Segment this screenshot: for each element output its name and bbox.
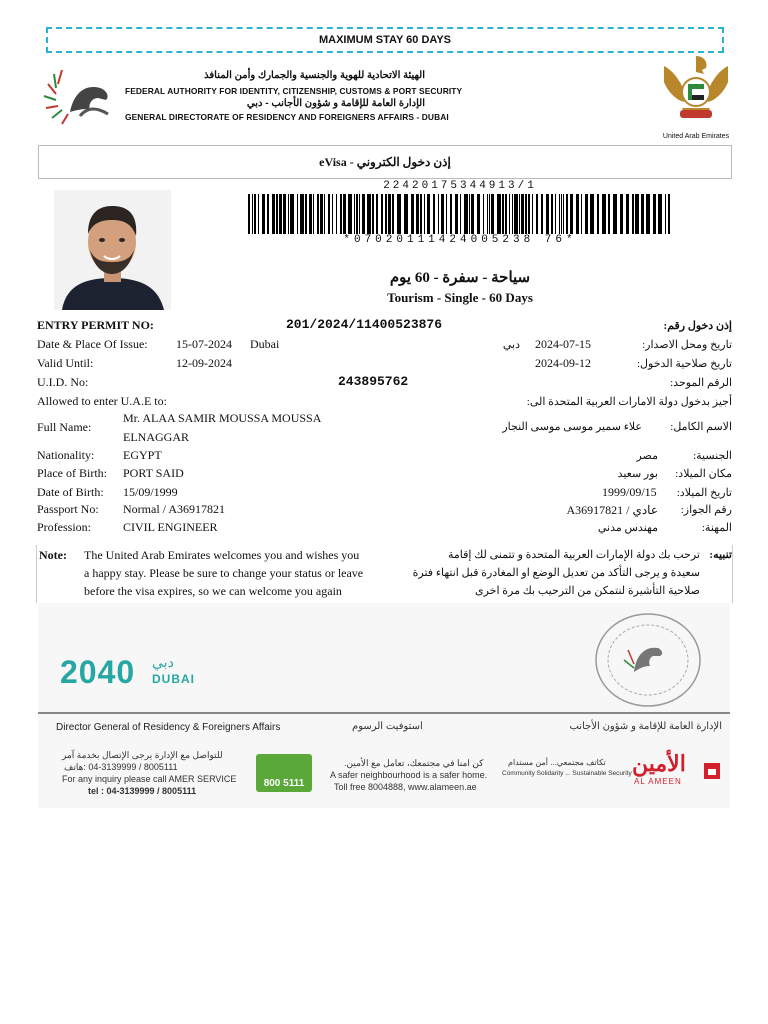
valid-until-label: Valid Until: <box>37 356 94 370</box>
barcode-bar <box>521 194 524 234</box>
nationality-label-ar: الجنسية: <box>693 450 732 462</box>
barcode-bar <box>290 194 294 234</box>
issue-date-ar-value: 2024-07-15 <box>535 337 591 351</box>
barcode-bar <box>348 194 352 234</box>
amer-contact-en: For any inquiry please call AMER SERVICE <box>62 774 237 784</box>
fees-paid-ar: استوفيت الرسوم <box>352 721 423 732</box>
barcode-bar <box>570 194 573 234</box>
barcode-bar <box>532 194 533 234</box>
barcode-bar <box>328 194 330 234</box>
pob-ar: بور سعيد <box>617 468 658 480</box>
barcode-bar <box>446 194 447 234</box>
barcode-bar <box>563 194 564 234</box>
dob-label: Date of Birth: <box>37 485 104 499</box>
barcode-bar <box>381 194 383 234</box>
evisa-title: eVisa - إذن دخول الكتروني <box>38 145 732 179</box>
barcode-bar <box>309 194 312 234</box>
note-ar-line3: صلاحية التأشيرة لنتمكن من الترحيب بك مرة اخرى <box>475 585 700 597</box>
full-name-ar: علاء سمير موسى موسى النجار <box>502 421 642 433</box>
director-general-en: Director General of Residency & Foreigners Affairs <box>56 722 281 733</box>
issue-date-label: Date & Place Of Issue: <box>37 337 148 351</box>
barcode-bar <box>632 194 634 234</box>
dob-ar-value: 1999/09/15 <box>602 485 657 499</box>
uae-label: United Arab Emirates <box>662 133 730 140</box>
barcode-bar <box>416 194 419 234</box>
barcode-bar <box>254 194 256 234</box>
barcode-bar <box>340 194 342 234</box>
barcode-bar <box>585 194 588 234</box>
amer-service-badge <box>256 754 312 792</box>
barcode-bar <box>483 194 484 234</box>
barcode-bar <box>566 194 568 234</box>
barcode-bar <box>509 194 510 234</box>
alameen-logo-en: AL AMEEN <box>634 777 682 786</box>
passport-label-ar: رقم الجواز: <box>680 504 732 516</box>
barcode-bar <box>404 194 408 234</box>
uid-label: U.I.D. No: <box>37 375 89 389</box>
barcode-bar <box>487 194 488 234</box>
barcode-bar <box>505 194 507 234</box>
director-general-ar: الإدارة العامة للإقامة و شؤون الأجانب <box>569 721 722 732</box>
dob: 15/09/1999 <box>123 485 178 499</box>
valid-until-ar-value: 2024-09-12 <box>535 356 591 370</box>
barcode-bar <box>267 194 269 234</box>
profession-ar: مهندس مدني <box>597 522 658 534</box>
barcode-bar <box>424 194 425 234</box>
directorate-name-en: GENERAL DIRECTORATE OF RESIDENCY AND FOREIGNERS AFFAIRS - DUBAI <box>125 112 449 122</box>
barcode-bar <box>602 194 606 234</box>
falcon-logo <box>40 62 120 130</box>
barcode-bar <box>320 194 323 234</box>
pob-label: Place of Birth: <box>37 466 107 480</box>
visa-type-ar: سياحة - سفرة - 60 يوم <box>389 270 531 286</box>
barcode-top-number: 22420175344913/1 <box>383 180 537 192</box>
barcode-bar <box>608 194 610 234</box>
barcode-bar <box>367 194 371 234</box>
community-ar: تكاتف مجتمعي... أمن مستدام <box>508 758 606 767</box>
barcode-bar <box>668 194 670 234</box>
alameen-logo-ar: الأمين <box>632 751 686 776</box>
authority-name-ar: الهيئة الاتحادية للهوية والجنسية والجمارك وأمن المنافذ <box>204 70 425 81</box>
barcode-bar <box>497 194 501 234</box>
barcode-bar <box>438 194 439 234</box>
barcode-bar <box>397 194 401 234</box>
barcode-bar <box>288 194 289 234</box>
note-label: Note: <box>39 548 67 562</box>
barcode-bar <box>491 194 494 234</box>
note-label-ar: تنبيه: <box>709 549 732 561</box>
note-en-line2: a happy stay. Please be sure to change your status or leave <box>84 566 364 580</box>
barcode-bar <box>343 194 346 234</box>
barcode-bar <box>635 194 639 234</box>
dubai-2040-en: DUBAI <box>152 672 195 686</box>
visa-type-en: Tourism - Single - 60 Days <box>387 290 533 305</box>
nationality-label: Nationality: <box>37 448 95 462</box>
max-stay-banner: MAXIMUM STAY 60 DAYS <box>46 27 724 53</box>
barcode-bar <box>541 194 543 234</box>
uid-number: 243895762 <box>338 374 409 389</box>
amer-contact-ar-phone: 8005111 / 04-3139999 :هاتف <box>64 762 178 772</box>
barcode-bar <box>469 194 470 234</box>
pob: PORT SAID <box>123 466 184 480</box>
entry-permit-label: ENTRY PERMIT NO: <box>37 318 154 332</box>
barcode-bar <box>581 194 582 234</box>
barcode-bar <box>332 194 333 234</box>
amer-tel: tel : 04-3139999 / 8005111 <box>88 786 197 796</box>
passport: Normal / A36917821 <box>123 502 225 516</box>
barcode-bar <box>525 194 527 234</box>
barcode-bar <box>283 194 286 234</box>
barcode-bar <box>489 194 490 234</box>
dubai-2040-logo <box>60 654 200 694</box>
profession-label-ar: المهنة: <box>701 522 732 534</box>
community-en: Community Solidarity ... Sustainable Security <box>502 770 632 777</box>
full-name-label-ar: الاسم الكامل: <box>670 421 732 433</box>
full-name-label: Full Name: <box>37 420 92 434</box>
nationality: EGYPT <box>123 448 162 462</box>
barcode-bar <box>528 194 530 234</box>
barcode-bar <box>620 194 623 234</box>
barcode-bar <box>450 194 452 234</box>
barcode-bar <box>576 194 579 234</box>
barcode-bar <box>317 194 319 234</box>
barcode-bar <box>477 194 480 234</box>
issue-date: 15-07-2024 <box>176 337 232 351</box>
authority-name-en: FEDERAL AUTHORITY FOR IDENTITY, CITIZENSHIP, CUSTOMS & PORT SECURITY <box>125 86 463 96</box>
barcode-bar <box>385 194 387 234</box>
barcode-bar <box>411 194 414 234</box>
nationality-ar: مصر <box>636 450 658 462</box>
barcode-bar <box>551 194 553 234</box>
barcode-bar <box>512 194 513 234</box>
barcode-bar <box>546 194 549 234</box>
barcode-bar <box>313 194 314 234</box>
valid-until-label-ar: تاريخ صلاحية الدخول: <box>636 358 732 370</box>
note-en-line1: The United Arab Emirates welcomes you and wishes you <box>84 548 360 562</box>
allowed-label-ar: أجيز بدخول دولة الامارات العربية المتحدة الى: <box>526 396 732 408</box>
barcode-bar <box>258 194 259 234</box>
amer-service-number: 800 5111 <box>263 778 305 789</box>
alameen-tagline-en: A safer neighbourhood is a safer home. <box>330 770 488 780</box>
entry-permit-number: 201/2024/11400523876 <box>286 317 443 332</box>
barcode-bar <box>502 194 504 234</box>
valid-until: 12-09-2024 <box>176 356 232 370</box>
barcode-bar <box>590 194 594 234</box>
barcode-bar <box>276 194 278 234</box>
barcode-bar <box>646 194 650 234</box>
uae-emblem <box>658 52 734 140</box>
issue-place: Dubai <box>250 337 280 351</box>
barcode-bar <box>372 194 374 234</box>
note-ar-line1: ترحب بك دولة الإمارات العربية المتحدة و تتمنى لك إقامة <box>448 549 700 561</box>
profession-label: Profession: <box>37 520 91 534</box>
uid-label-ar: الرقم الموحد: <box>670 377 732 389</box>
barcode-bar <box>362 194 365 234</box>
barcode-bar <box>555 194 556 234</box>
barcode-bar <box>536 194 538 234</box>
barcode-bar <box>248 194 250 234</box>
alameen-toll-free: Toll free 8004888, www.alameen.ae <box>334 782 477 792</box>
barcode-bar <box>433 194 435 234</box>
barcode-bar <box>613 194 617 234</box>
barcode-bar <box>324 194 325 234</box>
entry-permit-label-ar: إذن دخول رقم: <box>663 320 732 332</box>
barcode-bar <box>519 194 520 234</box>
barcode-bar <box>455 194 458 234</box>
barcode-bar <box>464 194 468 234</box>
barcode-bar <box>297 194 298 234</box>
barcode-bar <box>376 194 378 234</box>
dubai-2040-ar: دبي <box>152 654 174 670</box>
note-ar-line2: سعيدة و يرجى التأكد من تعديل الوضع او المغادرة قبل انتهاء فترة <box>412 567 700 579</box>
barcode-bottom-number: *07020111424005238 76* <box>343 234 577 246</box>
alameen-tagline-ar: كن امنا في مجتمعك، تعامل مع الأمين. <box>344 758 484 768</box>
barcode-bar <box>427 194 430 234</box>
profession: CIVIL ENGINEER <box>123 520 218 534</box>
barcode-bar <box>262 194 265 234</box>
barcode-bar <box>658 194 662 234</box>
barcode-bar <box>388 194 391 234</box>
issue-place-ar: دبي <box>502 339 520 351</box>
barcode-bar <box>597 194 599 234</box>
barcode-bar <box>252 194 253 234</box>
passport-photo <box>54 190 171 310</box>
barcode-bar <box>354 194 355 234</box>
dubai-2040-number: 2040 <box>60 654 136 690</box>
footer-divider <box>38 712 730 714</box>
barcode-bar <box>356 194 358 234</box>
dob-label-ar: تاريخ الميلاد: <box>676 487 732 499</box>
passport-label: Passport No: <box>37 502 99 516</box>
issue-date-label-ar: تاريخ ومحل الاصدار: <box>642 339 732 351</box>
barcode-bar <box>471 194 474 234</box>
barcode <box>248 194 672 234</box>
barcode-bar <box>561 194 562 234</box>
note-en-line3: before the visa expires, so we can welcome you again <box>84 584 342 598</box>
barcode-bar <box>653 194 656 234</box>
barcode-bar <box>641 194 644 234</box>
barcode-bar <box>559 194 560 234</box>
barcode-bar <box>441 194 444 234</box>
barcode-bar <box>514 194 518 234</box>
barcode-bar <box>420 194 422 234</box>
amer-contact-ar: للتواصل مع الإدارة يرجى الإتصال بخدمة آمر <box>62 750 223 760</box>
barcode-bar <box>272 194 275 234</box>
allowed-label: Allowed to enter U.A.E to: <box>37 394 167 408</box>
directorate-name-ar: الإدارة العامة للإقامة و شؤون الأجانب - دبي <box>246 98 425 109</box>
barcode-bar <box>665 194 666 234</box>
full-name-line1: Mr. ALAA SAMIR MOUSSA MOUSSA <box>123 411 322 425</box>
alameen-logo <box>632 751 724 791</box>
barcode-bar <box>336 194 337 234</box>
official-seal <box>590 610 706 710</box>
barcode-bar <box>279 194 282 234</box>
pob-label-ar: مكان الميلاد: <box>675 468 732 480</box>
barcode-bar <box>392 194 394 234</box>
passport-ar: عادي / A36917821 <box>566 503 658 517</box>
barcode-bar <box>460 194 461 234</box>
barcode-bar <box>300 194 304 234</box>
barcode-bar <box>305 194 307 234</box>
full-name-line2: ELNAGGAR <box>123 430 189 444</box>
barcode-bar <box>626 194 629 234</box>
barcode-bar <box>359 194 360 234</box>
